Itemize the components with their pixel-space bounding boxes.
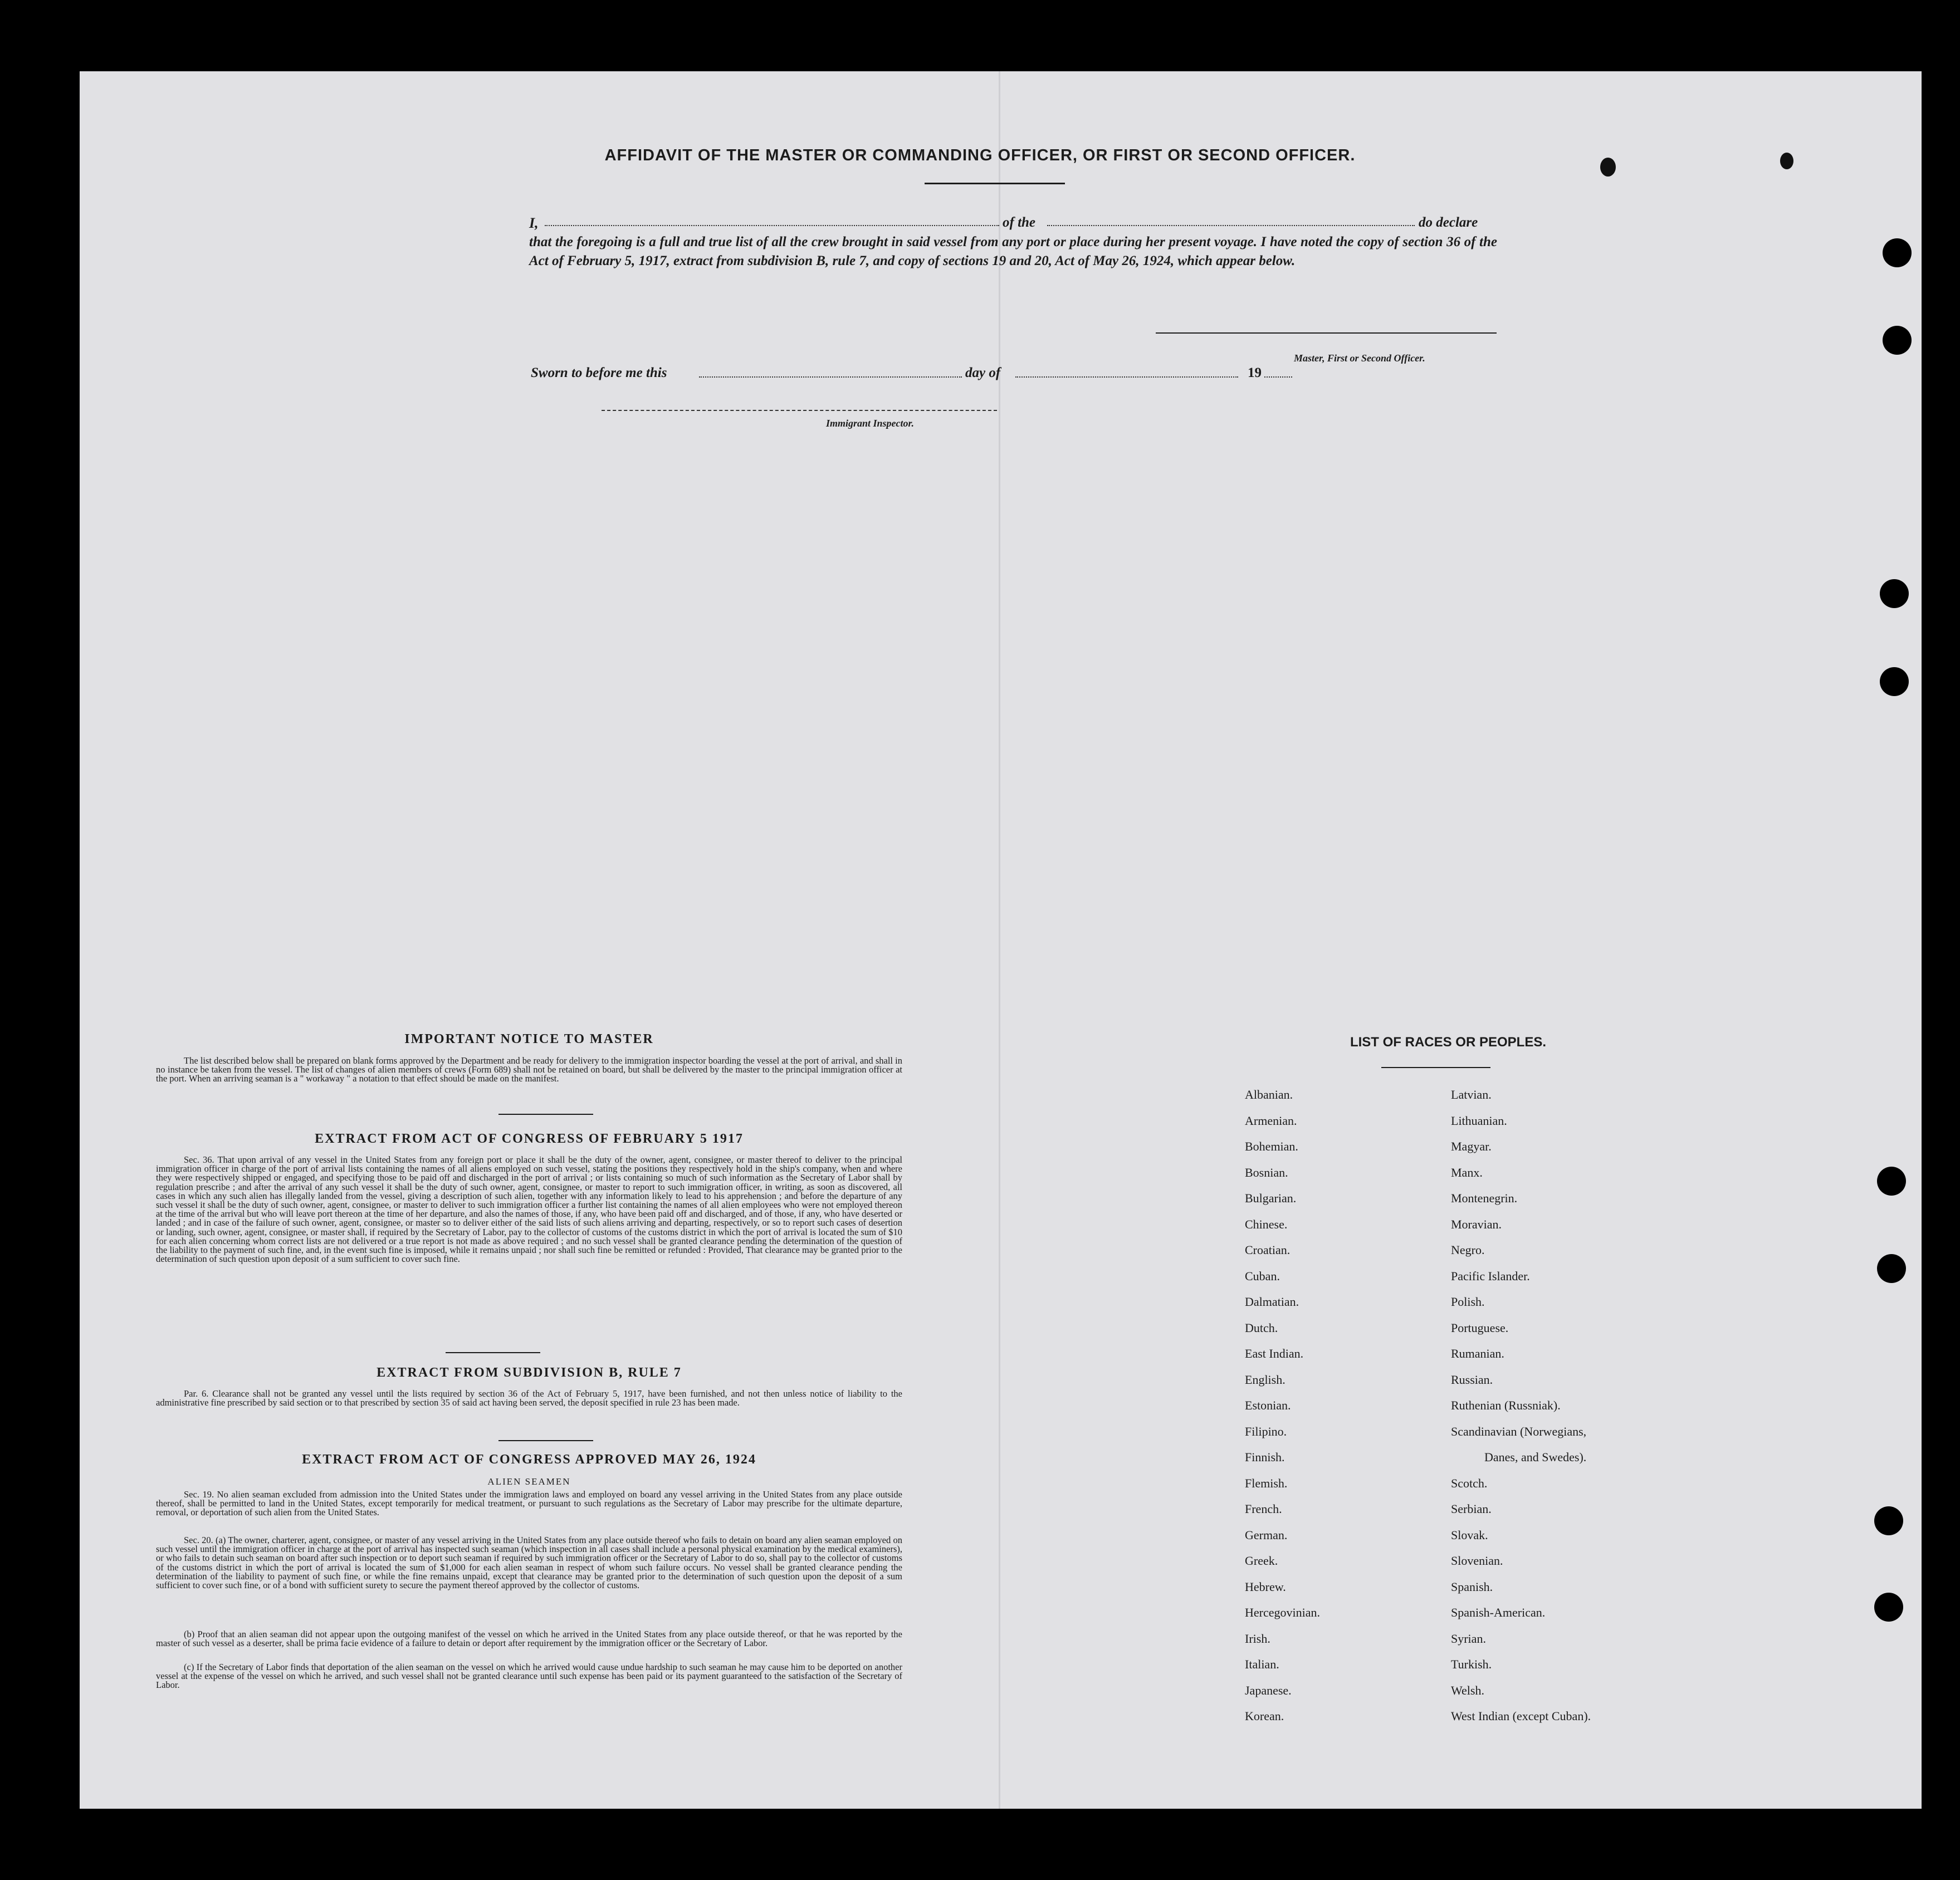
race-item: Pacific Islander. xyxy=(1451,1269,1530,1283)
race-item: Albanian. xyxy=(1245,1088,1293,1101)
inspector-signature-line xyxy=(602,410,997,411)
sworn-month-field xyxy=(1015,376,1238,378)
race-item: French. xyxy=(1245,1502,1282,1516)
sec19-text: Sec. 19. No alien seaman excluded from admission into the United States under the immigration laws and employed on board any vessel arriving in the United States from any place outside thereof, shall be permitted to land in the United States, except temporarily for medical treatment, or pursuant to such regulations as the Secretary of Labor may prescribe for the ultimate departure, removal, or deportation of such alien from the United States. xyxy=(156,1489,902,1518)
binder-hole xyxy=(1874,1593,1903,1622)
race-item: Hebrew. xyxy=(1245,1579,1286,1594)
race-item: Ruthenian (Russniak). xyxy=(1451,1398,1561,1412)
race-item: Armenian. xyxy=(1245,1113,1297,1128)
race-item: Negro. xyxy=(1451,1243,1485,1257)
inspector-caption: Immigrant Inspector. xyxy=(826,418,915,429)
race-item: Flemish. xyxy=(1245,1476,1288,1490)
separator xyxy=(446,1352,540,1353)
race-item: Hercegovinian. xyxy=(1245,1605,1320,1619)
race-item: Dutch. xyxy=(1245,1320,1278,1335)
race-item: Lithuanian. xyxy=(1451,1113,1507,1128)
sec20a-text: Sec. 20. (a) The owner, charterer, agent, consignee, or master of any vessel arriving in the United States from any place outside thereof who fails to detain on board any alien seaman employed on such vessel until the immigration officer in charge at the port of arrival has inspected such seaman (which inspection in all cases shall include a personal physical examination by the medical examiners), or who fails to detain such seaman on board after such inspection or to deport such seaman if required by such immigration officer or the Secretary of Labor to do so, shall pay to the collector of customs of the customs district in which the port of arrival is located the sum of $1,000 for each alien seaman in respect of whom such failure occurs. No vessel shall be granted clearance pending the determination of the liability to payment of such fine, or while the fine remains unpaid, except that clearance may be granted prior to the determination of such question upon the deposit of a sum sufficient to cover such fine, or of a bond with sufficient surety to secure the payment thereof approved by the collector of customs. xyxy=(156,1535,902,1591)
declarant-i-label: I, xyxy=(529,215,539,231)
binder-hole xyxy=(1883,238,1912,267)
alien-seamen-subtitle: ALIEN SEAMEN xyxy=(487,1476,571,1487)
binder-hole xyxy=(1877,1167,1906,1196)
race-item: Scotch. xyxy=(1451,1476,1488,1490)
vessel-field xyxy=(1047,225,1415,226)
race-item: Welsh. xyxy=(1451,1683,1484,1697)
race-item: English. xyxy=(1245,1372,1286,1387)
extract-1924-title: EXTRACT FROM ACT OF CONGRESS APPROVED MAY 26, 1924 xyxy=(302,1452,756,1467)
race-item: Magyar. xyxy=(1451,1139,1492,1153)
race-item: Montenegrin. xyxy=(1451,1191,1518,1205)
signature-caption: Master, First or Second Officer. xyxy=(1294,352,1425,364)
race-item: Cuban. xyxy=(1245,1269,1280,1283)
signature-line xyxy=(1156,332,1497,334)
race-item: Bulgarian. xyxy=(1245,1191,1297,1205)
race-item: Filipino. xyxy=(1245,1424,1287,1438)
race-item: Estonian. xyxy=(1245,1398,1291,1412)
race-item: Finnish. xyxy=(1245,1450,1285,1464)
binder-hole xyxy=(1880,667,1909,696)
race-item: Portuguese. xyxy=(1451,1320,1509,1335)
race-item: Dalmatian. xyxy=(1245,1295,1299,1309)
race-item: Slovak. xyxy=(1451,1528,1488,1542)
race-item: Latvian. xyxy=(1451,1088,1492,1101)
race-item: Serbian. xyxy=(1451,1502,1492,1516)
race-item: Polish. xyxy=(1451,1295,1485,1309)
race-item: Manx. xyxy=(1451,1165,1483,1179)
race-item: East Indian. xyxy=(1245,1347,1304,1360)
race-item: Turkish. xyxy=(1451,1657,1492,1671)
race-item: Chinese. xyxy=(1245,1217,1288,1231)
separator xyxy=(498,1114,593,1115)
sec20c-text: (c) If the Secretary of Labor finds that deportation of the alien seaman on the vessel on which he arrived would cause undue hardship to such seaman he may cause him to be deported on another vessel at the expense of the vessel on which he arrived, and such vessel shall not be granted clearance until such expense has been paid or its payment guaranteed to the satisfaction of the Secretary of Labor. xyxy=(156,1662,902,1691)
sec20b-text: (b) Proof that an alien seaman did not appear upon the outgoing manifest of the vessel on which he arrived in the United States from any place outside thereof, or that he was reported by the master of such vessel as a deserter, shall be prima facie evidence of a failure to detain or deport after requirement by the immigration officer or the Secretary of Labor. xyxy=(156,1629,902,1649)
day-of-label: day of xyxy=(965,365,1001,380)
race-item: Slovenian. xyxy=(1451,1554,1503,1568)
race-item: West Indian (except Cuban). xyxy=(1451,1709,1591,1723)
binder-hole xyxy=(1874,1506,1903,1535)
sworn-day-field xyxy=(699,376,962,378)
title-underline xyxy=(925,183,1065,184)
race-item: German. xyxy=(1245,1528,1288,1542)
extract-1917-title: EXTRACT FROM ACT OF CONGRESS OF FEBRUARY 5 1917 xyxy=(315,1132,744,1146)
notice-text: The list described below shall be prepared on blank forms approved by the Department and be ready for delivery to the immigration inspector boarding the vessel at the port of arrival, and shall in no instance be taken from the vessel. The list of changes of alien members of crews (Form 689) shall not be retained on board, but shall be delivered by the master to the principal immigration officer at the port. When an arriving seaman is a " workaway " a notation to that effect should be made on the manifest. xyxy=(156,1055,902,1084)
race-item: Croatian. xyxy=(1245,1243,1291,1257)
race-item: Scandinavian (Norwegians, xyxy=(1451,1424,1587,1438)
race-item: Japanese. xyxy=(1245,1683,1292,1697)
affidavit-statement: that the foregoing is a full and true list of all the crew brought in said vessel from any port or place during her present voyage. I have noted the copy of section 36 of the Act of February 5, 1917, extract from subdivision B, rule 7, and copy of sections 19 and 20, Act of May 26, 1924, which appear below. xyxy=(529,234,1497,268)
race-item: Moravian. xyxy=(1451,1217,1502,1231)
rule7-title: EXTRACT FROM SUBDIVISION B, RULE 7 xyxy=(377,1365,682,1380)
races-title: LIST OF RACES OR PEOPLES. xyxy=(1350,1035,1547,1050)
race-item: Korean. xyxy=(1245,1709,1284,1723)
race-item: Spanish. xyxy=(1451,1579,1493,1594)
year-label: 19 xyxy=(1248,365,1262,380)
notice-title: IMPORTANT NOTICE TO MASTER xyxy=(404,1032,654,1046)
races-title-underline xyxy=(1381,1067,1490,1068)
extract-1917-text: Sec. 36. That upon arrival of any vessel in the United States from any foreign port or place it shall be the duty of the owner, agent, consignee, or master thereof to deliver to the principal immigration officer in charge of the port of arrival lists containing the names of all aliens employed on such vessel, stating the positions they respectively hold in the ship's company, when and where they were respectively shipped or engaged, and specifying those to be paid off and discharged in the port of arrival ; or lists containing so much of such information as the Secretary of Labor shall by regulation prescribe ; and after the arrival of any such vessel it shall be the duty of such owner, agent, consignee, or master to report to such immigration officer, in writing, as soon as discovered, all cases in which any such alien has illegally landed from the vessel, giving a description of such alien, together with any information likely to lead to his apprehension ; and before the departure of any such vessel it shall be the duty of such owner, agent, consignee, or master to deliver to such immigration officer a further list containing the names of all alien employees who were not employed thereon at the time of the arrival but who will leave port thereon at the time of her departure, and also the names of those, if any, who have been paid off and discharged, and of those, if any, who have deserted or landed ; and in case of the failure of such owner, agent, consignee, or master so to deliver either of the said lists of such aliens arriving and departing, respectively, or so to report such cases of desertion or landing, such owner, agent, consignee, or master shall, if required by the Secretary of Labor, pay to the collector of customs of the customs district in which the port of arrival is located the sum of $10 for each alien concerning whom correct lists are not delivered or a true report is not made as above required ; and no such vessel shall be granted clearance pending the determination of the question of the liability to the payment of such fine, and, in the event such fine is imposed, while it remains unpaid ; nor shall such fine be remitted or refunded : Provided, That clearance may be granted prior to the determination of such question upon deposit of a sum sufficient to cover such fine. xyxy=(156,1154,902,1265)
binder-hole xyxy=(1880,579,1909,608)
binder-hole xyxy=(1883,326,1912,355)
declarant-name-field xyxy=(545,225,999,226)
race-item: Irish. xyxy=(1245,1631,1270,1646)
race-item: Spanish-American. xyxy=(1451,1605,1546,1619)
separator xyxy=(498,1440,593,1441)
race-item: Syrian. xyxy=(1451,1631,1486,1646)
rule7-text: Par. 6. Clearance shall not be granted any vessel until the lists required by section 36 of the Act of February 5, 1917, have been furnished, and not then unless notice of liability to the administrative fine prescribed by said section or to that prescribed by section 35 of said act having been served, the deposit specified in rule 23 has been made. xyxy=(156,1388,902,1408)
do-declare-label: do declare xyxy=(1419,215,1478,230)
sworn-label: Sworn to before me this xyxy=(531,365,667,380)
race-item: Italian. xyxy=(1245,1657,1279,1671)
race-item: Rumanian. xyxy=(1451,1347,1504,1360)
race-item: Bohemian. xyxy=(1245,1139,1298,1153)
binder-hole xyxy=(1877,1254,1906,1283)
of-the-label: of the xyxy=(1003,215,1036,230)
year-field xyxy=(1264,376,1292,378)
race-item: Bosnian. xyxy=(1245,1165,1288,1179)
race-item: Greek. xyxy=(1245,1554,1278,1568)
race-item: Russian. xyxy=(1451,1372,1493,1387)
fold-line xyxy=(999,71,1000,1809)
race-item: Danes, and Swedes). xyxy=(1484,1450,1587,1464)
affidavit-title: AFFIDAVIT OF THE MASTER OR COMMANDING OFFICER, OR FIRST OR SECOND OFFICER. xyxy=(604,146,1356,164)
